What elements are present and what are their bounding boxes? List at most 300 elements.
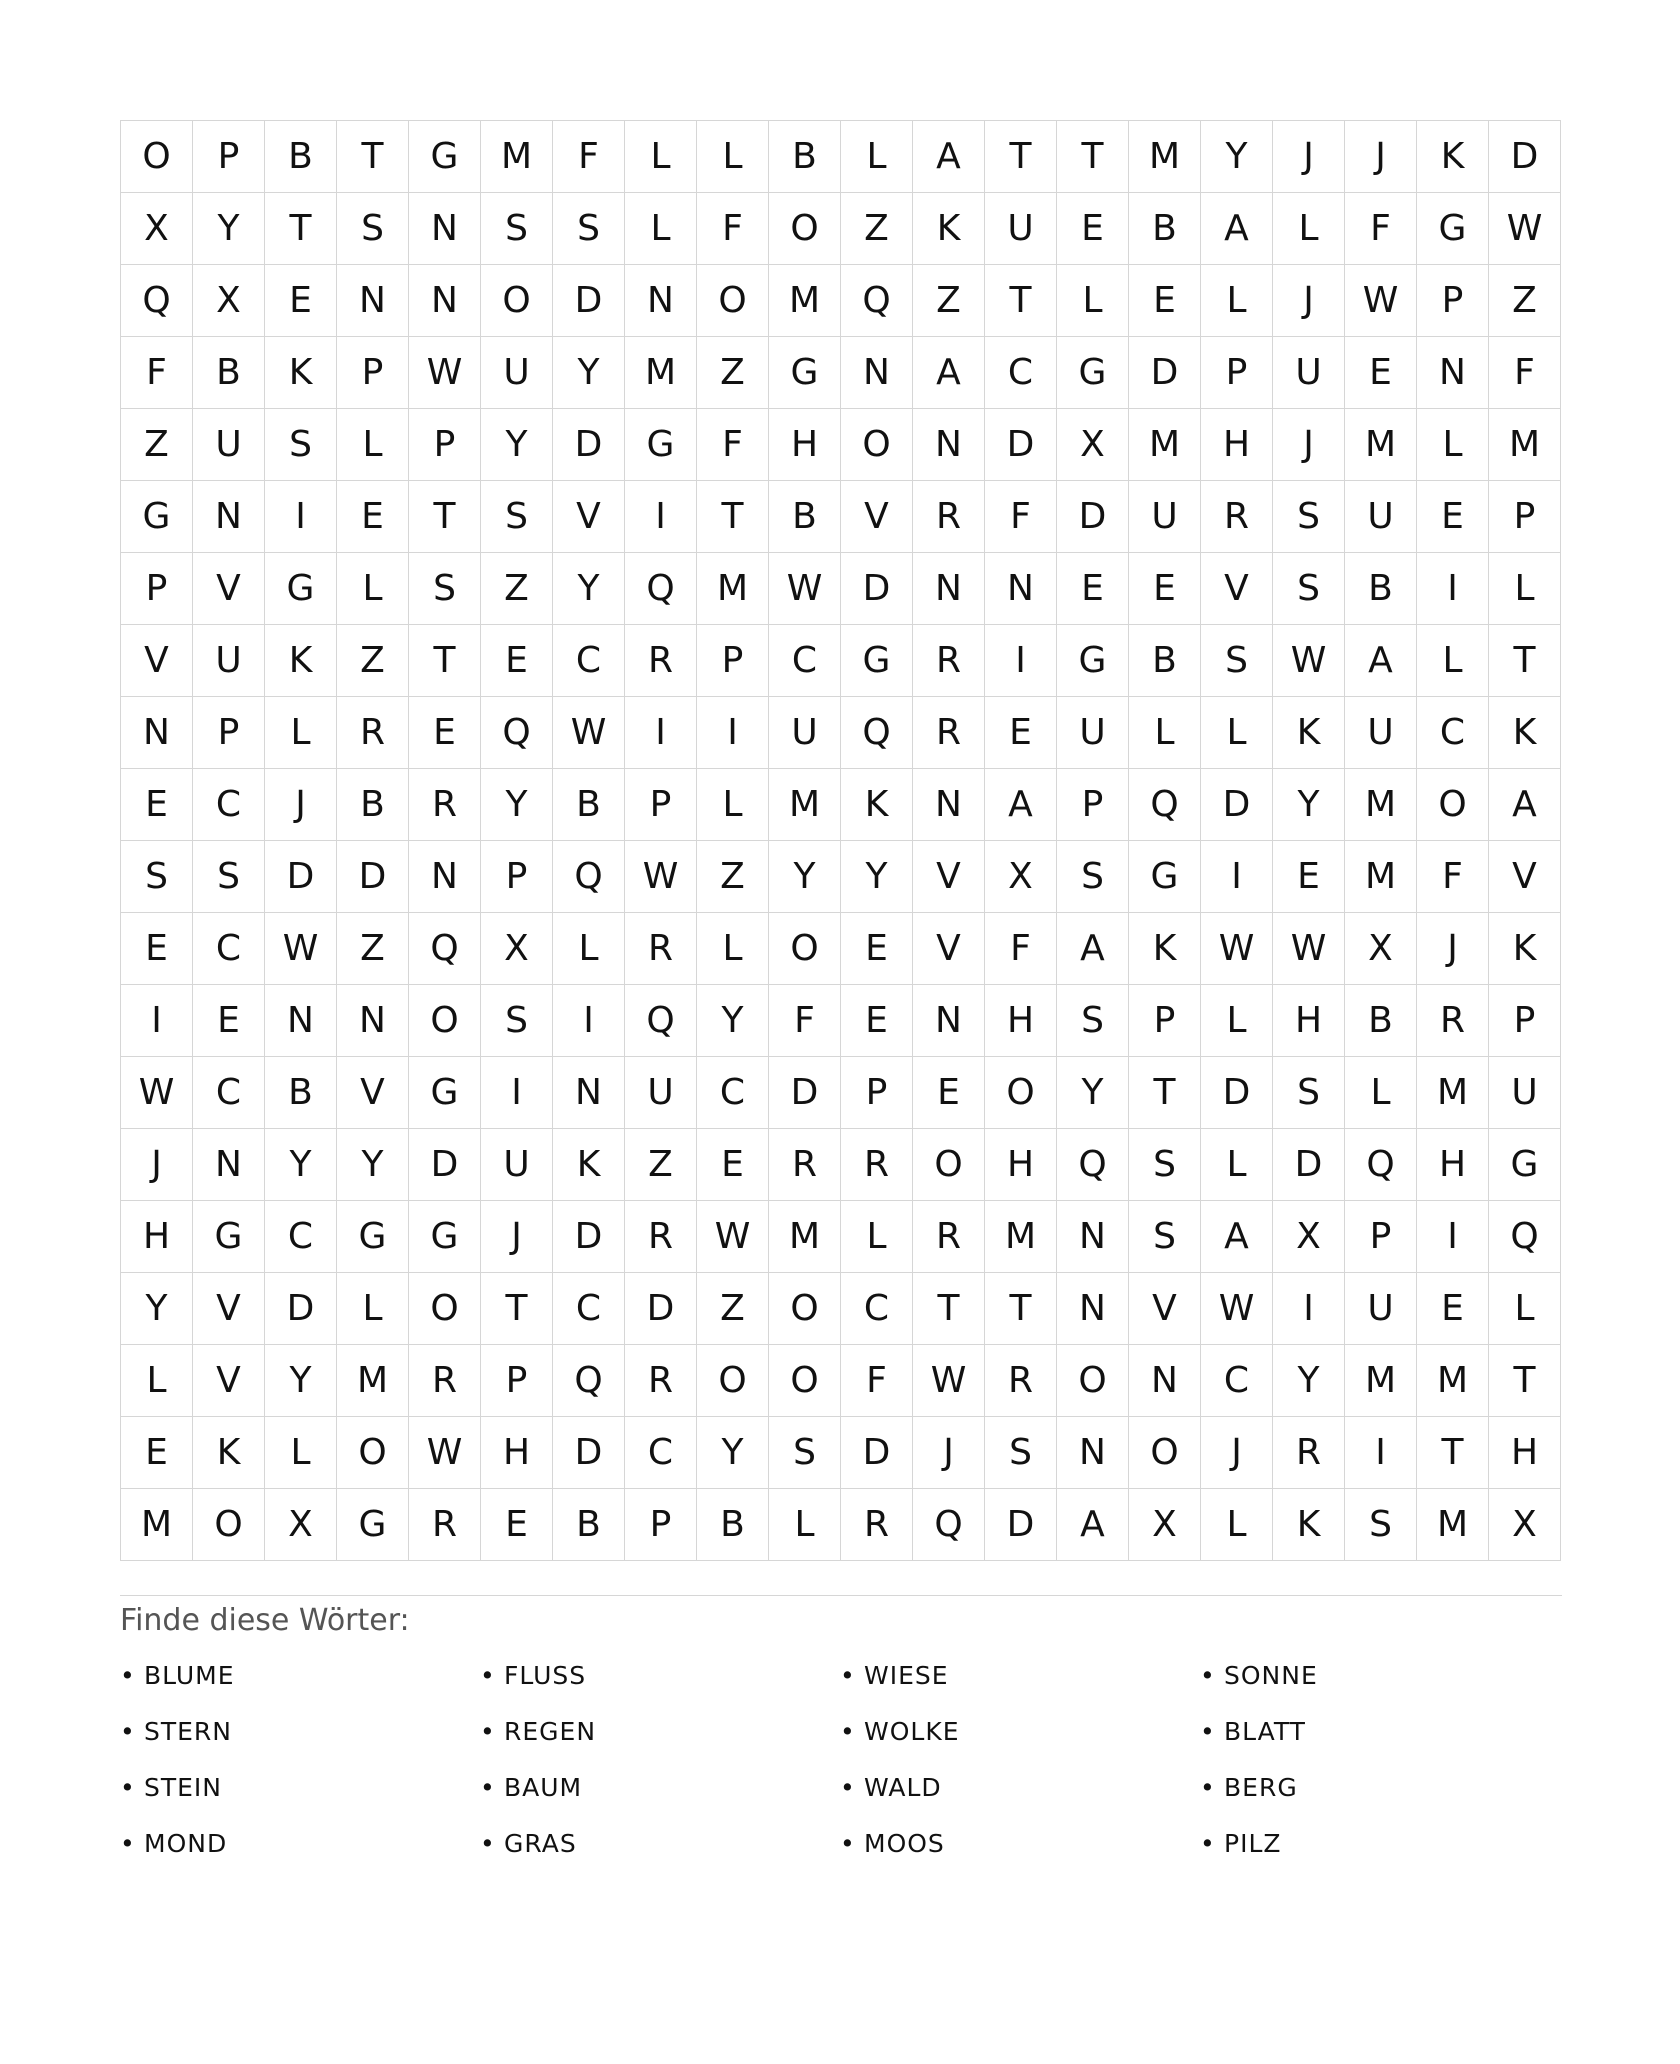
- grid-cell[interactable]: C: [193, 769, 265, 841]
- grid-cell[interactable]: Y: [481, 769, 553, 841]
- grid-cell[interactable]: B: [553, 1489, 625, 1561]
- grid-cell[interactable]: F: [769, 985, 841, 1057]
- grid-cell[interactable]: F: [1345, 193, 1417, 265]
- grid-cell[interactable]: E: [193, 985, 265, 1057]
- grid-cell[interactable]: D: [553, 1417, 625, 1489]
- grid-cell[interactable]: D: [1273, 1129, 1345, 1201]
- grid-cell[interactable]: F: [697, 193, 769, 265]
- grid-cell[interactable]: U: [193, 409, 265, 481]
- grid-cell[interactable]: V: [1201, 553, 1273, 625]
- grid-cell[interactable]: L: [265, 1417, 337, 1489]
- grid-cell[interactable]: L: [1129, 697, 1201, 769]
- grid-cell[interactable]: Q: [121, 265, 193, 337]
- grid-cell[interactable]: W: [121, 1057, 193, 1129]
- grid-cell[interactable]: U: [1129, 481, 1201, 553]
- grid-cell[interactable]: D: [985, 1489, 1057, 1561]
- grid-cell[interactable]: R: [985, 1345, 1057, 1417]
- grid-cell[interactable]: G: [769, 337, 841, 409]
- grid-cell[interactable]: F: [985, 913, 1057, 985]
- grid-cell[interactable]: L: [841, 121, 913, 193]
- grid-cell[interactable]: M: [1345, 409, 1417, 481]
- grid-cell[interactable]: M: [1417, 1057, 1489, 1129]
- grid-cell[interactable]: N: [193, 1129, 265, 1201]
- grid-cell[interactable]: Q: [1489, 1201, 1561, 1273]
- grid-cell[interactable]: O: [337, 1417, 409, 1489]
- grid-cell[interactable]: E: [409, 697, 481, 769]
- grid-cell[interactable]: H: [1273, 985, 1345, 1057]
- grid-cell[interactable]: J: [1345, 121, 1417, 193]
- grid-cell[interactable]: G: [121, 481, 193, 553]
- grid-cell[interactable]: P: [697, 625, 769, 697]
- grid-cell[interactable]: P: [625, 1489, 697, 1561]
- grid-cell[interactable]: B: [265, 1057, 337, 1129]
- grid-cell[interactable]: H: [985, 1129, 1057, 1201]
- grid-cell[interactable]: L: [1345, 1057, 1417, 1129]
- grid-cell[interactable]: S: [265, 409, 337, 481]
- grid-cell[interactable]: Q: [625, 553, 697, 625]
- grid-cell[interactable]: S: [481, 985, 553, 1057]
- grid-cell[interactable]: K: [553, 1129, 625, 1201]
- grid-cell[interactable]: W: [1201, 1273, 1273, 1345]
- grid-cell[interactable]: M: [769, 769, 841, 841]
- grid-cell[interactable]: K: [1273, 1489, 1345, 1561]
- grid-cell[interactable]: I: [1201, 841, 1273, 913]
- grid-cell[interactable]: Q: [841, 265, 913, 337]
- grid-cell[interactable]: K: [1489, 913, 1561, 985]
- grid-cell[interactable]: B: [769, 121, 841, 193]
- grid-cell[interactable]: R: [841, 1489, 913, 1561]
- grid-cell[interactable]: A: [1489, 769, 1561, 841]
- grid-cell[interactable]: Z: [697, 1273, 769, 1345]
- grid-cell[interactable]: I: [697, 697, 769, 769]
- grid-cell[interactable]: M: [1129, 409, 1201, 481]
- grid-cell[interactable]: J: [1273, 265, 1345, 337]
- grid-cell[interactable]: L: [1489, 553, 1561, 625]
- grid-cell[interactable]: I: [481, 1057, 553, 1129]
- grid-cell[interactable]: R: [841, 1129, 913, 1201]
- grid-cell[interactable]: L: [625, 193, 697, 265]
- grid-cell[interactable]: N: [265, 985, 337, 1057]
- grid-cell[interactable]: L: [1489, 1273, 1561, 1345]
- grid-cell[interactable]: G: [1057, 625, 1129, 697]
- grid-cell[interactable]: R: [625, 625, 697, 697]
- grid-cell[interactable]: N: [913, 553, 985, 625]
- grid-cell[interactable]: I: [1345, 1417, 1417, 1489]
- grid-cell[interactable]: K: [913, 193, 985, 265]
- grid-cell[interactable]: U: [1273, 337, 1345, 409]
- grid-cell[interactable]: D: [265, 841, 337, 913]
- grid-cell[interactable]: P: [1417, 265, 1489, 337]
- grid-cell[interactable]: D: [1201, 1057, 1273, 1129]
- grid-cell[interactable]: I: [553, 985, 625, 1057]
- grid-cell[interactable]: M: [1489, 409, 1561, 481]
- grid-cell[interactable]: Y: [769, 841, 841, 913]
- grid-cell[interactable]: Q: [1129, 769, 1201, 841]
- grid-cell[interactable]: O: [1417, 769, 1489, 841]
- grid-cell[interactable]: N: [409, 265, 481, 337]
- grid-cell[interactable]: U: [1057, 697, 1129, 769]
- grid-cell[interactable]: D: [769, 1057, 841, 1129]
- grid-cell[interactable]: W: [1345, 265, 1417, 337]
- grid-cell[interactable]: C: [769, 625, 841, 697]
- grid-cell[interactable]: E: [985, 697, 1057, 769]
- grid-cell[interactable]: H: [985, 985, 1057, 1057]
- grid-cell[interactable]: A: [1057, 1489, 1129, 1561]
- grid-cell[interactable]: L: [1417, 409, 1489, 481]
- grid-cell[interactable]: S: [481, 481, 553, 553]
- grid-cell[interactable]: T: [409, 625, 481, 697]
- grid-cell[interactable]: N: [553, 1057, 625, 1129]
- grid-cell[interactable]: O: [1057, 1345, 1129, 1417]
- grid-cell[interactable]: N: [1417, 337, 1489, 409]
- grid-cell[interactable]: G: [265, 553, 337, 625]
- grid-cell[interactable]: J: [1273, 121, 1345, 193]
- grid-cell[interactable]: Y: [481, 409, 553, 481]
- grid-cell[interactable]: W: [409, 1417, 481, 1489]
- grid-cell[interactable]: Z: [913, 265, 985, 337]
- grid-cell[interactable]: D: [1057, 481, 1129, 553]
- grid-cell[interactable]: Y: [1273, 1345, 1345, 1417]
- grid-cell[interactable]: P: [1129, 985, 1201, 1057]
- grid-cell[interactable]: W: [625, 841, 697, 913]
- grid-cell[interactable]: L: [1201, 265, 1273, 337]
- grid-cell[interactable]: F: [697, 409, 769, 481]
- grid-cell[interactable]: H: [1489, 1417, 1561, 1489]
- grid-cell[interactable]: O: [769, 913, 841, 985]
- grid-cell[interactable]: T: [337, 121, 409, 193]
- grid-cell[interactable]: B: [1129, 625, 1201, 697]
- grid-cell[interactable]: R: [625, 1345, 697, 1417]
- grid-cell[interactable]: G: [1129, 841, 1201, 913]
- grid-cell[interactable]: Z: [337, 913, 409, 985]
- grid-cell[interactable]: R: [625, 1201, 697, 1273]
- grid-cell[interactable]: Z: [337, 625, 409, 697]
- grid-cell[interactable]: N: [625, 265, 697, 337]
- grid-cell[interactable]: W: [1273, 913, 1345, 985]
- grid-cell[interactable]: I: [985, 625, 1057, 697]
- grid-cell[interactable]: T: [1129, 1057, 1201, 1129]
- grid-cell[interactable]: R: [409, 1489, 481, 1561]
- grid-cell[interactable]: R: [409, 769, 481, 841]
- grid-cell[interactable]: V: [553, 481, 625, 553]
- grid-cell[interactable]: K: [1417, 121, 1489, 193]
- grid-cell[interactable]: Y: [841, 841, 913, 913]
- grid-cell[interactable]: P: [121, 553, 193, 625]
- grid-cell[interactable]: O: [913, 1129, 985, 1201]
- grid-cell[interactable]: D: [409, 1129, 481, 1201]
- grid-cell[interactable]: N: [1057, 1417, 1129, 1489]
- grid-cell[interactable]: M: [769, 265, 841, 337]
- grid-cell[interactable]: O: [985, 1057, 1057, 1129]
- grid-cell[interactable]: F: [553, 121, 625, 193]
- grid-cell[interactable]: D: [1129, 337, 1201, 409]
- grid-cell[interactable]: R: [625, 913, 697, 985]
- grid-cell[interactable]: J: [913, 1417, 985, 1489]
- grid-cell[interactable]: C: [841, 1273, 913, 1345]
- grid-cell[interactable]: Y: [1273, 769, 1345, 841]
- grid-cell[interactable]: G: [337, 1489, 409, 1561]
- grid-cell[interactable]: V: [913, 841, 985, 913]
- grid-cell[interactable]: E: [1345, 337, 1417, 409]
- grid-cell[interactable]: P: [1489, 985, 1561, 1057]
- grid-cell[interactable]: M: [337, 1345, 409, 1417]
- grid-cell[interactable]: T: [697, 481, 769, 553]
- grid-cell[interactable]: Z: [1489, 265, 1561, 337]
- grid-cell[interactable]: E: [1273, 841, 1345, 913]
- grid-cell[interactable]: Z: [697, 337, 769, 409]
- grid-cell[interactable]: G: [1417, 193, 1489, 265]
- grid-cell[interactable]: K: [265, 625, 337, 697]
- grid-cell[interactable]: C: [193, 1057, 265, 1129]
- grid-cell[interactable]: P: [1201, 337, 1273, 409]
- grid-cell[interactable]: U: [193, 625, 265, 697]
- grid-cell[interactable]: L: [1201, 985, 1273, 1057]
- grid-cell[interactable]: W: [769, 553, 841, 625]
- grid-cell[interactable]: E: [121, 913, 193, 985]
- grid-cell[interactable]: C: [553, 1273, 625, 1345]
- grid-cell[interactable]: L: [697, 769, 769, 841]
- grid-cell[interactable]: E: [1129, 553, 1201, 625]
- grid-cell[interactable]: Y: [1201, 121, 1273, 193]
- grid-cell[interactable]: Q: [1057, 1129, 1129, 1201]
- grid-cell[interactable]: W: [913, 1345, 985, 1417]
- grid-cell[interactable]: O: [769, 193, 841, 265]
- grid-cell[interactable]: H: [1201, 409, 1273, 481]
- grid-cell[interactable]: N: [1129, 1345, 1201, 1417]
- grid-cell[interactable]: X: [1057, 409, 1129, 481]
- grid-cell[interactable]: C: [625, 1417, 697, 1489]
- grid-cell[interactable]: H: [121, 1201, 193, 1273]
- grid-cell[interactable]: E: [697, 1129, 769, 1201]
- grid-cell[interactable]: S: [1057, 841, 1129, 913]
- grid-cell[interactable]: J: [1417, 913, 1489, 985]
- grid-cell[interactable]: B: [1345, 553, 1417, 625]
- grid-cell[interactable]: G: [841, 625, 913, 697]
- grid-cell[interactable]: D: [625, 1273, 697, 1345]
- grid-cell[interactable]: U: [1345, 481, 1417, 553]
- grid-cell[interactable]: C: [265, 1201, 337, 1273]
- grid-cell[interactable]: N: [913, 409, 985, 481]
- grid-cell[interactable]: S: [1201, 625, 1273, 697]
- grid-cell[interactable]: V: [337, 1057, 409, 1129]
- grid-cell[interactable]: S: [985, 1417, 1057, 1489]
- grid-cell[interactable]: Y: [121, 1273, 193, 1345]
- grid-cell[interactable]: N: [121, 697, 193, 769]
- grid-cell[interactable]: R: [913, 625, 985, 697]
- grid-cell[interactable]: L: [265, 697, 337, 769]
- grid-cell[interactable]: V: [193, 1273, 265, 1345]
- grid-cell[interactable]: N: [1057, 1201, 1129, 1273]
- grid-cell[interactable]: G: [1057, 337, 1129, 409]
- grid-cell[interactable]: N: [337, 265, 409, 337]
- grid-cell[interactable]: N: [193, 481, 265, 553]
- grid-cell[interactable]: A: [985, 769, 1057, 841]
- grid-cell[interactable]: N: [1057, 1273, 1129, 1345]
- grid-cell[interactable]: X: [1273, 1201, 1345, 1273]
- grid-cell[interactable]: R: [1201, 481, 1273, 553]
- grid-cell[interactable]: Q: [841, 697, 913, 769]
- grid-cell[interactable]: H: [769, 409, 841, 481]
- grid-cell[interactable]: K: [1489, 697, 1561, 769]
- grid-cell[interactable]: M: [625, 337, 697, 409]
- grid-cell[interactable]: D: [337, 841, 409, 913]
- grid-cell[interactable]: U: [625, 1057, 697, 1129]
- grid-cell[interactable]: G: [625, 409, 697, 481]
- grid-cell[interactable]: F: [121, 337, 193, 409]
- grid-cell[interactable]: N: [409, 193, 481, 265]
- grid-cell[interactable]: G: [409, 1057, 481, 1129]
- grid-cell[interactable]: E: [913, 1057, 985, 1129]
- grid-cell[interactable]: P: [193, 697, 265, 769]
- grid-cell[interactable]: L: [1057, 265, 1129, 337]
- grid-cell[interactable]: Y: [193, 193, 265, 265]
- grid-cell[interactable]: Q: [913, 1489, 985, 1561]
- grid-cell[interactable]: R: [913, 697, 985, 769]
- grid-cell[interactable]: Y: [265, 1129, 337, 1201]
- grid-cell[interactable]: L: [121, 1345, 193, 1417]
- grid-cell[interactable]: K: [1129, 913, 1201, 985]
- grid-cell[interactable]: M: [1345, 769, 1417, 841]
- grid-cell[interactable]: D: [985, 409, 1057, 481]
- grid-cell[interactable]: Z: [697, 841, 769, 913]
- grid-cell[interactable]: C: [1417, 697, 1489, 769]
- grid-cell[interactable]: S: [121, 841, 193, 913]
- grid-cell[interactable]: U: [481, 337, 553, 409]
- grid-cell[interactable]: F: [985, 481, 1057, 553]
- grid-cell[interactable]: Y: [697, 1417, 769, 1489]
- grid-cell[interactable]: P: [481, 841, 553, 913]
- grid-cell[interactable]: B: [553, 769, 625, 841]
- grid-cell[interactable]: D: [553, 409, 625, 481]
- grid-cell[interactable]: Z: [121, 409, 193, 481]
- grid-cell[interactable]: G: [409, 1201, 481, 1273]
- grid-cell[interactable]: M: [1417, 1489, 1489, 1561]
- grid-cell[interactable]: L: [1201, 1129, 1273, 1201]
- grid-cell[interactable]: X: [265, 1489, 337, 1561]
- grid-cell[interactable]: R: [913, 1201, 985, 1273]
- grid-cell[interactable]: X: [1489, 1489, 1561, 1561]
- grid-cell[interactable]: Q: [625, 985, 697, 1057]
- grid-cell[interactable]: Q: [1345, 1129, 1417, 1201]
- grid-cell[interactable]: F: [1489, 337, 1561, 409]
- grid-cell[interactable]: S: [1273, 481, 1345, 553]
- grid-cell[interactable]: E: [1417, 481, 1489, 553]
- grid-cell[interactable]: C: [553, 625, 625, 697]
- grid-cell[interactable]: M: [1129, 121, 1201, 193]
- grid-cell[interactable]: D: [1489, 121, 1561, 193]
- grid-cell[interactable]: U: [1489, 1057, 1561, 1129]
- grid-cell[interactable]: S: [481, 193, 553, 265]
- grid-cell[interactable]: P: [625, 769, 697, 841]
- grid-cell[interactable]: S: [769, 1417, 841, 1489]
- grid-cell[interactable]: L: [337, 1273, 409, 1345]
- grid-cell[interactable]: X: [193, 265, 265, 337]
- grid-cell[interactable]: W: [1201, 913, 1273, 985]
- grid-cell[interactable]: E: [121, 769, 193, 841]
- grid-cell[interactable]: K: [193, 1417, 265, 1489]
- grid-cell[interactable]: X: [1129, 1489, 1201, 1561]
- grid-cell[interactable]: I: [121, 985, 193, 1057]
- grid-cell[interactable]: E: [1417, 1273, 1489, 1345]
- grid-cell[interactable]: L: [337, 553, 409, 625]
- grid-cell[interactable]: E: [265, 265, 337, 337]
- grid-cell[interactable]: I: [625, 697, 697, 769]
- grid-cell[interactable]: E: [481, 625, 553, 697]
- grid-cell[interactable]: L: [1201, 697, 1273, 769]
- grid-cell[interactable]: L: [697, 913, 769, 985]
- grid-cell[interactable]: R: [913, 481, 985, 553]
- grid-cell[interactable]: L: [841, 1201, 913, 1273]
- grid-cell[interactable]: C: [697, 1057, 769, 1129]
- grid-cell[interactable]: T: [481, 1273, 553, 1345]
- grid-cell[interactable]: W: [409, 337, 481, 409]
- grid-cell[interactable]: O: [481, 265, 553, 337]
- grid-cell[interactable]: M: [1417, 1345, 1489, 1417]
- grid-cell[interactable]: B: [193, 337, 265, 409]
- grid-cell[interactable]: L: [625, 121, 697, 193]
- grid-cell[interactable]: I: [1417, 553, 1489, 625]
- grid-cell[interactable]: U: [985, 193, 1057, 265]
- grid-cell[interactable]: A: [1201, 193, 1273, 265]
- grid-cell[interactable]: Z: [841, 193, 913, 265]
- grid-cell[interactable]: G: [409, 121, 481, 193]
- grid-cell[interactable]: L: [337, 409, 409, 481]
- grid-cell[interactable]: V: [121, 625, 193, 697]
- grid-cell[interactable]: V: [193, 553, 265, 625]
- grid-cell[interactable]: S: [193, 841, 265, 913]
- grid-cell[interactable]: T: [985, 1273, 1057, 1345]
- grid-cell[interactable]: S: [1345, 1489, 1417, 1561]
- grid-cell[interactable]: O: [409, 985, 481, 1057]
- grid-cell[interactable]: S: [1129, 1201, 1201, 1273]
- grid-cell[interactable]: K: [841, 769, 913, 841]
- grid-cell[interactable]: C: [193, 913, 265, 985]
- grid-cell[interactable]: T: [985, 265, 1057, 337]
- grid-cell[interactable]: S: [1273, 1057, 1345, 1129]
- grid-cell[interactable]: U: [1345, 1273, 1417, 1345]
- grid-cell[interactable]: L: [1273, 193, 1345, 265]
- grid-cell[interactable]: M: [769, 1201, 841, 1273]
- grid-cell[interactable]: E: [1057, 193, 1129, 265]
- grid-cell[interactable]: Y: [553, 337, 625, 409]
- grid-cell[interactable]: Y: [553, 553, 625, 625]
- grid-cell[interactable]: A: [913, 337, 985, 409]
- grid-cell[interactable]: S: [1057, 985, 1129, 1057]
- grid-cell[interactable]: M: [121, 1489, 193, 1561]
- grid-cell[interactable]: Y: [337, 1129, 409, 1201]
- grid-cell[interactable]: O: [1129, 1417, 1201, 1489]
- grid-cell[interactable]: G: [1489, 1129, 1561, 1201]
- grid-cell[interactable]: L: [769, 1489, 841, 1561]
- grid-cell[interactable]: L: [553, 913, 625, 985]
- grid-cell[interactable]: Q: [409, 913, 481, 985]
- grid-cell[interactable]: R: [769, 1129, 841, 1201]
- grid-cell[interactable]: A: [913, 121, 985, 193]
- grid-cell[interactable]: T: [1489, 625, 1561, 697]
- grid-cell[interactable]: B: [697, 1489, 769, 1561]
- grid-cell[interactable]: V: [913, 913, 985, 985]
- grid-cell[interactable]: P: [1489, 481, 1561, 553]
- grid-cell[interactable]: V: [841, 481, 913, 553]
- grid-cell[interactable]: L: [1201, 1489, 1273, 1561]
- grid-cell[interactable]: Y: [697, 985, 769, 1057]
- grid-cell[interactable]: D: [841, 1417, 913, 1489]
- grid-cell[interactable]: T: [1417, 1417, 1489, 1489]
- grid-cell[interactable]: Q: [481, 697, 553, 769]
- grid-cell[interactable]: U: [1345, 697, 1417, 769]
- grid-cell[interactable]: X: [1345, 913, 1417, 985]
- grid-cell[interactable]: J: [481, 1201, 553, 1273]
